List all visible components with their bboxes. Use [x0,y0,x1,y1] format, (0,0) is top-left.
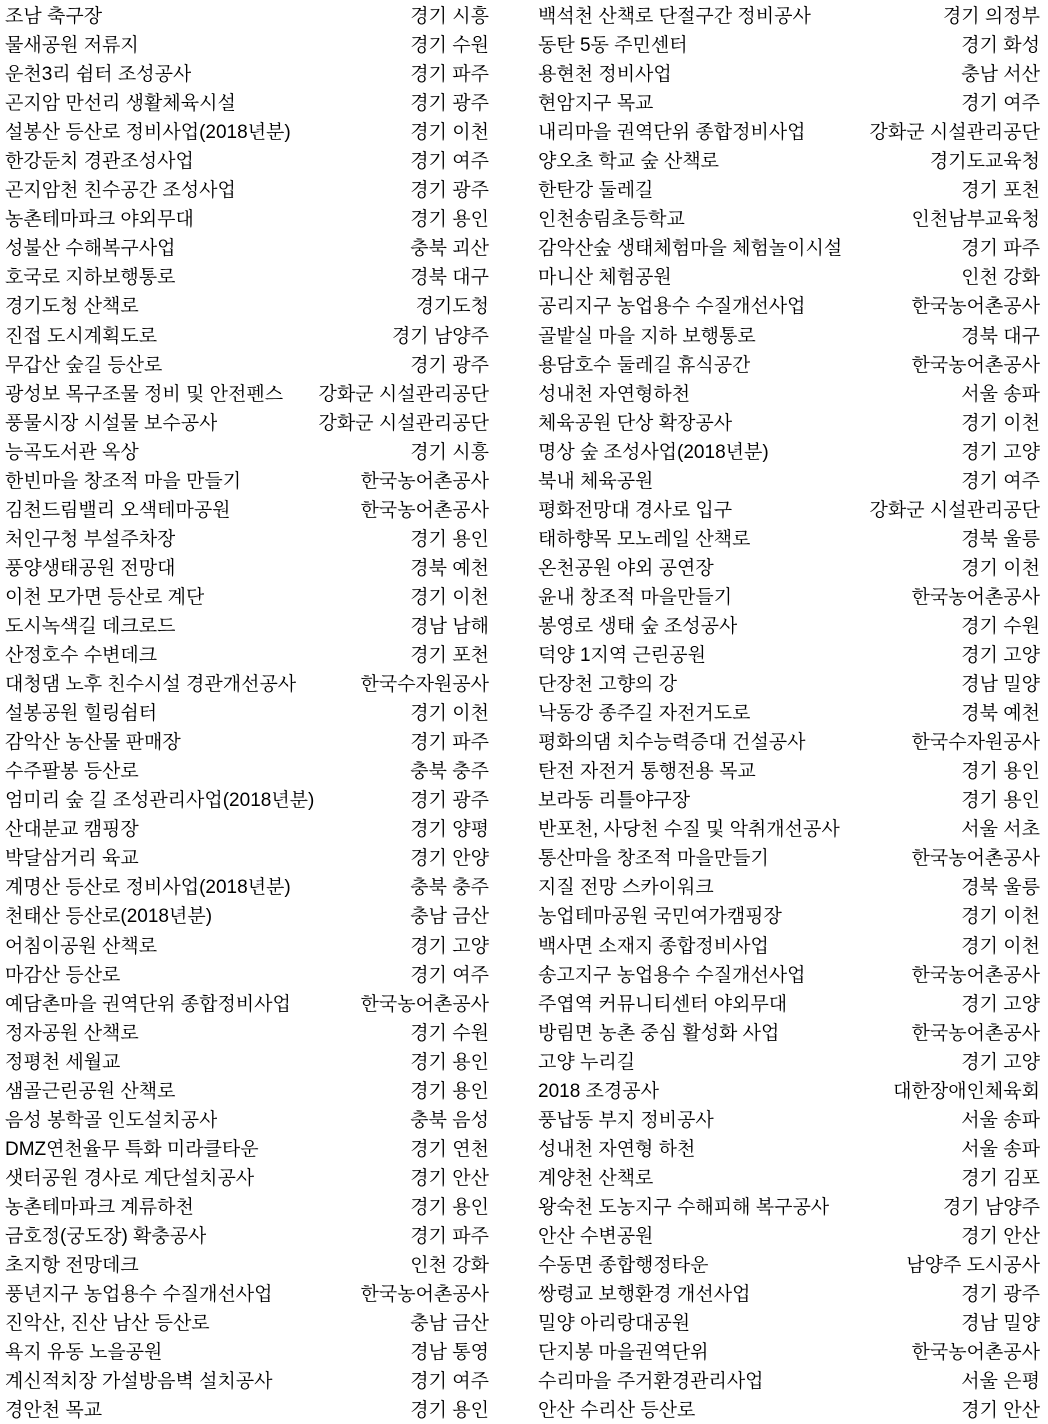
project-name: 고양 누리길 [538,1051,636,1073]
agency-name: 경기 여주 [961,470,1040,492]
agency-name: 경기 용인 [961,761,1040,783]
list-item [5,1162,489,1191]
agency-name: 경남 남해 [410,616,489,637]
list-item [5,900,489,929]
agency-name: 경기 파주 [410,1225,489,1247]
list-item [5,1336,489,1365]
project-name: 봉영로 생태 숲 조성공사 [538,616,738,637]
list-item [538,1104,1040,1133]
project-name: 북내 체육공원 [538,470,654,492]
list-item [538,1162,1040,1191]
agency-name: 경기 용인 [410,1196,489,1218]
project-name: 진접 도시계획도로 [5,325,158,347]
project-name: 마감산 등산로 [5,964,121,986]
agency-name: 경기 고양 [961,645,1040,667]
agency-name: 충북 충주 [410,761,489,783]
agency-name: 경남 밀양 [961,1313,1040,1335]
project-name: 밀양 아리랑대공원 [538,1313,691,1335]
agency-name: 경기 광주 [410,93,489,115]
project-name: 풍물시장 시설물 보수공사 [5,412,218,434]
list-item [538,436,1040,465]
agency-name: 경북 대구 [961,325,1040,347]
list-item [5,261,489,290]
agency-name: 경기 수원 [410,35,489,57]
list-item [5,1220,489,1249]
project-name: 계양천 산책로 [538,1167,654,1189]
list-item [538,552,1040,581]
list-item [5,232,489,261]
agency-name: 경기 여주 [410,151,489,173]
agency-name: 경북 울릉 [961,528,1040,550]
list-item [538,755,1040,784]
list-item [5,0,489,29]
agency-name: 경남 밀양 [961,674,1040,696]
project-name: 태하향목 모노레일 산책로 [538,528,751,550]
agency-name: 경기 시흥 [410,6,489,28]
project-name: 정자공원 산책로 [5,1022,139,1044]
list-item [5,349,489,378]
agency-name: 경남 통영 [410,1342,489,1364]
list-item [538,1365,1040,1394]
agency-name: 경기 광주 [410,180,489,202]
list-item [538,1278,1040,1307]
agency-name: 강화군 시설관리공단 [318,412,489,434]
list-item [538,407,1040,436]
agency-name: 인천 강화 [961,267,1040,289]
list-item [538,639,1040,668]
project-name: 금호정(궁도장) 확충공사 [5,1225,207,1247]
project-name: 안산 수리산 등산로 [538,1400,696,1422]
project-name: 마니산 체험공원 [538,267,672,289]
list-item [538,1075,1040,1104]
project-name: 설봉공원 힐링쉼터 [5,703,158,725]
agency-name: 경기 용인 [410,209,489,231]
project-name: 농촌테마파크 야외무대 [5,209,194,231]
list-item [5,668,489,697]
agency-name: 한국농어촌공사 [360,470,489,492]
agency-name: 경기 이천 [961,935,1040,957]
list-item [5,494,489,523]
list-item [5,988,489,1017]
list-item [5,1278,489,1307]
project-name: 지질 전망 스카이워크 [538,877,714,899]
agency-name: 경기 화성 [961,35,1040,57]
list-item [538,1191,1040,1220]
list-item [538,261,1040,290]
list-item [5,610,489,639]
project-name: 김천드림밸리 오색테마공원 [5,499,231,521]
project-name: 인천송림초등학교 [538,209,685,231]
list-item [538,842,1040,871]
agency-name: 경기 이천 [961,557,1040,579]
list-item [5,1104,489,1133]
agency-name: 경기 수원 [410,1022,489,1044]
list-item [5,784,489,813]
project-name: 한탄강 둘레길 [538,180,654,202]
list-item [538,116,1040,145]
project-name: 수리마을 주거환경관리사업 [538,1371,764,1393]
agency-name: 한국농어촌공사 [911,586,1040,608]
agency-name: 경기 고양 [961,1051,1040,1073]
list-item [538,0,1040,29]
project-name: 낙동강 종주길 자전거도로 [538,703,751,725]
project-name: 수동면 종합행정타운 [538,1255,709,1277]
project-name: 골밭실 마을 지하 보행통로 [538,325,756,347]
agency-name: 경기 포천 [410,645,489,667]
project-name: 농촌테마파크 계류하천 [5,1196,194,1218]
agency-name: 서울 송파 [961,1109,1040,1131]
list-item [5,639,489,668]
list-item [538,1336,1040,1365]
project-name: 도시녹색길 데크로드 [5,616,176,637]
agency-name: 경기도청 [415,296,489,318]
project-name: 백사면 소재지 종합정비사업 [538,935,769,957]
list-item [538,784,1040,813]
agency-name: 서울 송파 [961,383,1040,405]
agency-name: 경기 이천 [410,122,489,144]
project-name: 천태산 등산로(2018년분) [5,906,213,928]
project-name: 농업테마공원 국민여가캠핑장 [538,906,782,928]
project-name: 풍양생태공원 전망대 [5,557,176,579]
list-item [538,1046,1040,1075]
project-name: 계신적치장 가설방음벽 설치공사 [5,1371,273,1393]
project-name: 산대분교 캠핑장 [5,819,139,841]
project-name: 평화의댐 치수능력증대 건설공사 [538,732,806,754]
list-item [538,726,1040,755]
project-name: 성내천 자연형하천 [538,383,691,405]
agency-name: 강화군 시설관리공단 [869,122,1040,144]
project-name: 통산마을 창조적 마을만들기 [538,848,769,870]
project-name: 샛터공원 경사로 계단설치공사 [5,1167,255,1189]
project-name: 성내천 자연형 하천 [538,1138,696,1160]
project-name: 탄전 자전거 통행전용 목교 [538,761,756,783]
agency-name: 한국농어촌공사 [360,993,489,1015]
agency-name: 대한장애인체육회 [893,1080,1040,1102]
agency-name: 경북 예천 [410,557,489,579]
list-item [5,581,489,610]
agency-name: 경북 대구 [410,267,489,289]
project-name: 한강둔치 경관조성사업 [5,151,194,173]
list-item [538,494,1040,523]
project-name: 윤내 창조적 마을만들기 [538,586,733,608]
agency-name: 한국수자원공사 [360,674,489,696]
project-name: 용현천 정비사업 [538,64,672,86]
agency-name: 경기 여주 [961,93,1040,115]
list-item [538,813,1040,842]
list-item [538,145,1040,174]
project-name: 방림면 농촌 중심 활성화 사업 [538,1022,780,1044]
list-item [538,1017,1040,1046]
project-name: 쌍령교 보행환경 개선사업 [538,1284,751,1306]
agency-name: 한국농어촌공사 [911,354,1040,376]
project-name: 운천3리 쉼터 조성공사 [5,64,192,86]
list-item [5,813,489,842]
agency-name: 충북 충주 [410,877,489,899]
agency-name: 경기 이천 [961,412,1040,434]
list-item [538,203,1040,232]
project-name: 내리마을 권역단위 종합정비사업 [538,122,806,144]
agency-name: 경기 광주 [410,354,489,376]
project-name: 산정호수 수변데크 [5,645,158,667]
project-name: 용담호수 둘레길 휴식공간 [538,354,751,376]
list-item [538,959,1040,988]
project-name: 곤지암천 친수공간 조성사업 [5,180,236,202]
project-name: 경기도청 산책로 [5,296,139,318]
agency-name: 인천 강화 [410,1255,489,1277]
project-name: 이천 모가면 등산로 계단 [5,586,205,608]
list-item [5,1394,489,1423]
project-name: 경안천 목교 [5,1400,103,1422]
project-name: 단장천 고향의 강 [538,674,678,696]
project-name: 양오초 학교 숲 산책로 [538,151,720,173]
project-name: 단지봉 마을권역단위 [538,1342,709,1364]
project-name: 어침이공원 산책로 [5,935,158,957]
project-name: 왕숙천 도농지구 수해피해 복구공사 [538,1196,830,1218]
list-item [5,436,489,465]
agency-name: 강화군 시설관리공단 [318,383,489,405]
agency-name: 경기 시흥 [410,441,489,463]
agency-name: 경기 이천 [410,703,489,725]
agency-name: 충남 금산 [410,906,489,928]
project-name: 정평천 세월교 [5,1051,121,1073]
list-item [538,349,1040,378]
list-item [5,29,489,58]
agency-name: 경기 용인 [410,1051,489,1073]
project-name: 송고지구 농업용수 수질개선사업 [538,964,806,986]
agency-name: 경기 수원 [961,616,1040,637]
agency-name: 경북 울릉 [961,877,1040,899]
agency-name: 경기 파주 [961,238,1040,260]
list-item [5,174,489,203]
agency-name: 충남 서산 [961,64,1040,86]
list-item [538,465,1040,494]
project-name: 욕지 유동 노을공원 [5,1342,163,1364]
agency-name: 경기 의정부 [942,6,1040,28]
agency-name: 충북 음성 [410,1109,489,1131]
project-name: 조남 축구장 [5,6,103,28]
list-item [5,320,489,349]
list-item [5,755,489,784]
agency-name: 충남 금산 [410,1313,489,1335]
list-item [5,378,489,407]
list-item [538,58,1040,87]
agency-name: 경기 광주 [961,1284,1040,1306]
project-name: 감악산숲 생태체험마을 체험놀이시설 [538,238,843,260]
project-name: 안산 수변공원 [538,1225,654,1247]
list-item [5,1191,489,1220]
list-item [5,1017,489,1046]
agency-name: 경기 고양 [961,441,1040,463]
list-item [538,29,1040,58]
agency-name: 한국농어촌공사 [911,848,1040,870]
project-name: 주엽역 커뮤니티센터 야외무대 [538,993,788,1015]
list-item [5,930,489,959]
list-item [5,465,489,494]
project-name: 진악산, 진산 남산 등산로 [5,1313,210,1335]
list-item [5,523,489,552]
project-name: DMZ연천율무 특화 미라클타운 [5,1138,259,1160]
agency-name: 경기 안산 [961,1225,1040,1247]
agency-name: 한국농어촌공사 [911,1342,1040,1364]
agency-name: 서울 서초 [961,819,1040,841]
agency-name: 한국수자원공사 [911,732,1040,754]
project-name: 광성보 목구조물 정비 및 안전펜스 [5,383,284,405]
project-name: 물새공원 저류지 [5,35,139,57]
list-item [5,116,489,145]
agency-name: 경기 고양 [410,935,489,957]
list-item [5,290,489,319]
project-name: 샘골근린공원 산책로 [5,1080,176,1102]
project-name: 박달삼거리 육교 [5,848,139,870]
list-item [5,1307,489,1336]
project-name: 대청댐 노후 친수시설 경관개선공사 [5,674,297,696]
agency-name: 한국농어촌공사 [360,499,489,521]
agency-name: 충북 괴산 [410,238,489,260]
list-item [538,668,1040,697]
agency-name: 경기 안양 [410,848,489,870]
project-name: 공리지구 농업용수 수질개선사업 [538,296,806,318]
list-item [5,145,489,174]
project-name: 평화전망대 경사로 입구 [538,499,733,521]
list-item [5,959,489,988]
agency-name: 강화군 시설관리공단 [869,499,1040,521]
agency-name: 한국농어촌공사 [911,296,1040,318]
list-item [538,610,1040,639]
project-name: 덕양 1지역 근린공원 [538,645,706,667]
agency-name: 경기 여주 [410,964,489,986]
project-name: 설봉산 등산로 정비사업(2018년분) [5,122,291,144]
project-name: 보라동 리틀야구장 [538,790,691,812]
project-name: 명상 숲 조성사업(2018년분) [538,441,769,463]
project-name: 무갑산 숲길 등산로 [5,354,163,376]
project-name: 백석천 산책로 단절구간 정비공사 [538,6,811,28]
agency-name: 경기 여주 [410,1371,489,1393]
list-item [5,552,489,581]
agency-name: 남양주 도시공사 [906,1255,1040,1277]
list-item [5,203,489,232]
agency-name: 경기 남양주 [391,325,489,347]
agency-name: 서울 은평 [961,1371,1040,1393]
project-name: 반포천, 사당천 수질 및 악취개선공사 [538,819,840,841]
list-item [5,407,489,436]
project-name: 감악산 농산물 판매장 [5,732,181,754]
list-item [5,58,489,87]
list-item [538,871,1040,900]
agency-name: 경기 용인 [410,1400,489,1422]
project-name: 수주팔봉 등산로 [5,761,139,783]
list-item [5,842,489,871]
agency-name: 한국농어촌공사 [911,964,1040,986]
agency-name: 경북 예천 [961,703,1040,725]
agency-name: 경기 광주 [410,790,489,812]
list-item [538,988,1040,1017]
project-name: 2018 조경공사 [538,1080,659,1102]
list-item [538,581,1040,610]
project-name: 동탄 5동 주민센터 [538,35,688,57]
list-item [538,1133,1040,1162]
agency-name: 경기 양평 [410,819,489,841]
agency-name: 경기 파주 [410,64,489,86]
project-name: 한빈마을 창조적 마을 만들기 [5,470,242,492]
list-item [538,87,1040,116]
list-item [5,1249,489,1278]
project-column-right [524,0,1048,1424]
list-item [5,1075,489,1104]
list-item [5,697,489,726]
agency-name: 경기 안산 [410,1167,489,1189]
list-item [538,1307,1040,1336]
agency-name: 서울 송파 [961,1138,1040,1160]
list-item [538,232,1040,261]
list-item [5,1046,489,1075]
project-name: 현암지구 목교 [538,93,654,115]
project-name: 온천공원 야외 공연장 [538,557,714,579]
project-name: 성불산 수해복구사업 [5,238,176,260]
project-name: 호국로 지하보행통로 [5,267,176,289]
list-item [5,726,489,755]
list-item [538,174,1040,203]
project-name: 능곡도서관 옥상 [5,441,139,463]
list-item [538,290,1040,319]
list-item [538,378,1040,407]
list-item [538,1220,1040,1249]
list-item [538,900,1040,929]
agency-name: 경기 이천 [961,906,1040,928]
list-item [538,523,1040,552]
project-name: 예담촌마을 권역단위 종합정비사업 [5,993,291,1015]
agency-name: 경기 용인 [961,790,1040,812]
list-item [538,1249,1040,1278]
list-item [538,1394,1040,1423]
agency-name: 한국농어촌공사 [360,1284,489,1306]
project-name: 계명산 등산로 정비사업(2018년분) [5,877,291,899]
agency-name: 경기 남양주 [942,1196,1040,1218]
list-item [5,871,489,900]
agency-name: 경기 포천 [961,180,1040,202]
list-item [5,1133,489,1162]
list-item [538,697,1040,726]
project-name: 풍년지구 농업용수 수질개선사업 [5,1284,273,1306]
agency-name: 경기 이천 [410,586,489,608]
agency-name: 한국농어촌공사 [911,1022,1040,1044]
list-item [5,1365,489,1394]
project-name: 엄미리 숲 길 조성관리사업(2018년분) [5,790,315,812]
agency-name: 경기 김포 [961,1167,1040,1189]
project-name: 체육공원 단상 확장공사 [538,412,733,434]
list-item [5,87,489,116]
agency-name: 인천남부교육청 [911,209,1040,231]
project-name: 음성 봉학골 인도설치공사 [5,1109,218,1131]
agency-name: 경기 파주 [410,732,489,754]
agency-name: 경기 안산 [961,1400,1040,1422]
agency-name: 경기 용인 [410,528,489,550]
project-name: 초지항 전망데크 [5,1255,139,1277]
agency-name: 경기 용인 [410,1080,489,1102]
agency-name: 경기 연천 [410,1138,489,1160]
project-name: 곤지암 만선리 생활체육시설 [5,93,236,115]
list-item [538,320,1040,349]
list-item [538,930,1040,959]
agency-name: 경기도교육청 [929,151,1040,173]
project-name: 처인구청 부설주차장 [5,528,176,550]
project-name: 풍납동 부지 정비공사 [538,1109,714,1131]
agency-name: 경기 고양 [961,993,1040,1015]
